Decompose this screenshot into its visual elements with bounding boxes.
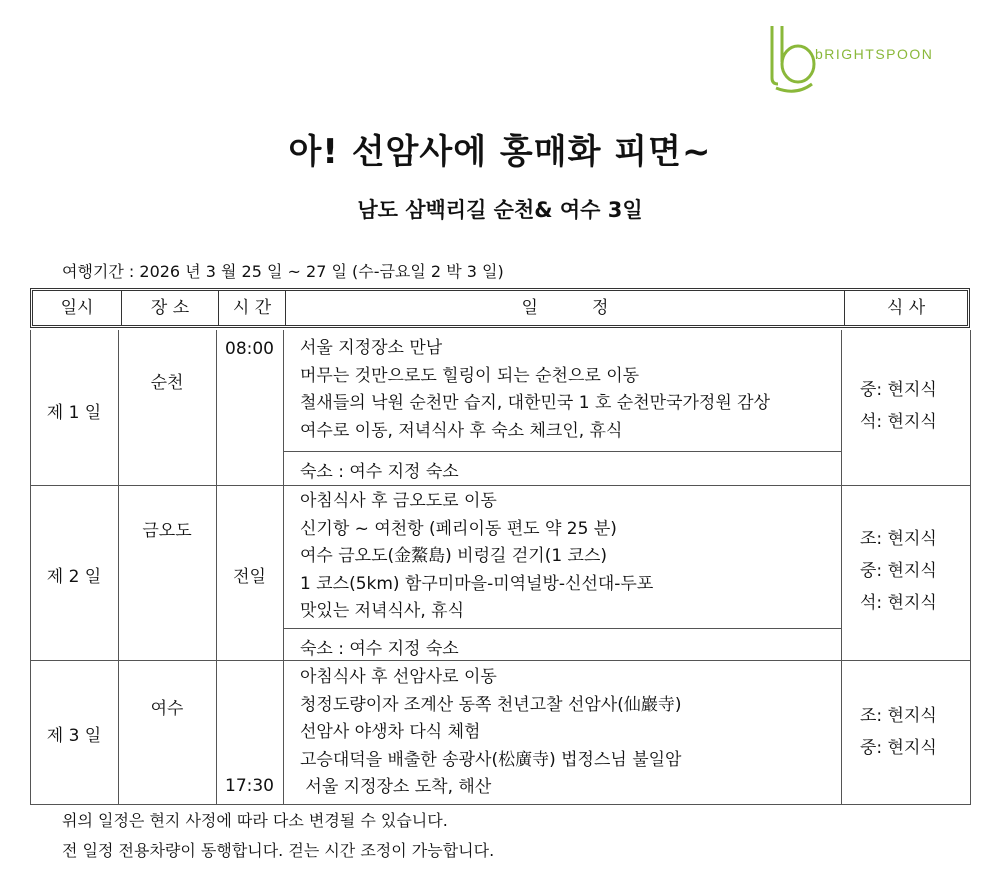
header-place: 장 소: [150, 298, 190, 318]
day-3-meals: [860, 700, 937, 764]
note-1: 위의 일정은 현지 사정에 따라 다소 변경될 수 있습니다.: [62, 811, 448, 830]
list-item: 선암사 야생차 다식 체험: [300, 722, 481, 742]
day-1-schedule: [300, 335, 770, 445]
list-item: 맛있는 저녁식사, 휴식: [300, 601, 465, 621]
meal-item: 조: 현지식: [860, 706, 937, 726]
day-3-label: 제 3 일: [46, 726, 102, 746]
page-subtitle: 남도 삼백리길 순천& 여수 3일: [357, 198, 643, 222]
day-1-label: 제 1 일: [46, 403, 102, 423]
day-1-place: 순천: [150, 373, 184, 393]
day-2-label: 제 2 일: [46, 567, 102, 587]
day-2-lodging: 숙소 : 여수 지정 숙소: [300, 639, 459, 659]
header-day: 일시: [60, 298, 94, 318]
header-meal: 식 사: [886, 298, 926, 318]
day-3-schedule: [300, 664, 681, 802]
list-item: 청정도량이자 조계산 동쪽 천년고찰 선암사(仙巖寺): [300, 694, 682, 715]
day-1-meals: [860, 374, 937, 438]
page-title: 아! 선암사에 홍매화 피면~: [288, 132, 712, 172]
list-item: 여수로 이동, 저녁식사 후 숙소 체크인, 휴식: [300, 420, 623, 441]
meal-item: 조: 현지식: [860, 529, 937, 549]
list-item: 서울 지정장소 만남: [300, 338, 443, 358]
day-3-time: 17:30: [225, 776, 274, 796]
day-2-meals: [860, 523, 937, 619]
day-1-time: 08:00: [225, 339, 274, 359]
day-2-place: 금오도: [142, 521, 192, 541]
list-item: 아침식사 후 선암사로 이동: [300, 667, 497, 687]
travel-period: 여행기간 : 2026 년 3 월 25 일 ~ 27 일 (수-금요일 2 박 3 일): [62, 262, 504, 281]
list-item: 머무는 것만으로도 힐링이 되는 순천으로 이동: [300, 365, 640, 386]
meal-item: 중: 현지식: [860, 380, 937, 400]
list-item: 1 코스(5km) 함구미마을-미역널방-신선대-두포: [300, 573, 654, 594]
list-item: 아침식사 후 금오도로 이동: [300, 491, 497, 511]
meal-item: 중: 현지식: [860, 738, 937, 758]
list-item: 서울 지정장소 도착, 해산: [300, 777, 492, 797]
meal-item: 석: 현지식: [860, 412, 937, 432]
note-2: 전 일정 전용차량이 동행합니다. 걷는 시간 조정이 가능합니다.: [62, 841, 495, 860]
brand-name: bRIGHTSPOON: [815, 46, 934, 62]
day-2-time: 전일: [233, 567, 266, 587]
list-item: 여수 금오도(金鰲島) 비렁길 걷기(1 코스): [300, 546, 608, 566]
brightspoon-logo: [768, 22, 948, 102]
day-1-lodging: 숙소 : 여수 지정 숙소: [300, 462, 459, 482]
meal-item: 석: 현지식: [860, 593, 937, 613]
table-header: [30, 288, 970, 328]
list-item: 고승대덕을 배출한 송광사(松廣寺) 법정스님 불일암: [300, 749, 682, 770]
header-time: 시 간: [232, 298, 272, 318]
day-2-schedule: [300, 488, 653, 626]
list-item: 신기항 ~ 여천항 (페리이동 편도 약 25 분): [300, 518, 617, 539]
day-3-place: 여수: [150, 699, 184, 719]
header-schedule: 일 정: [521, 298, 609, 318]
list-item: 철새들의 낙원 순천만 습지, 대한민국 1 호 순천만국가정원 감상: [300, 393, 770, 413]
meal-item: 중: 현지식: [860, 561, 937, 581]
